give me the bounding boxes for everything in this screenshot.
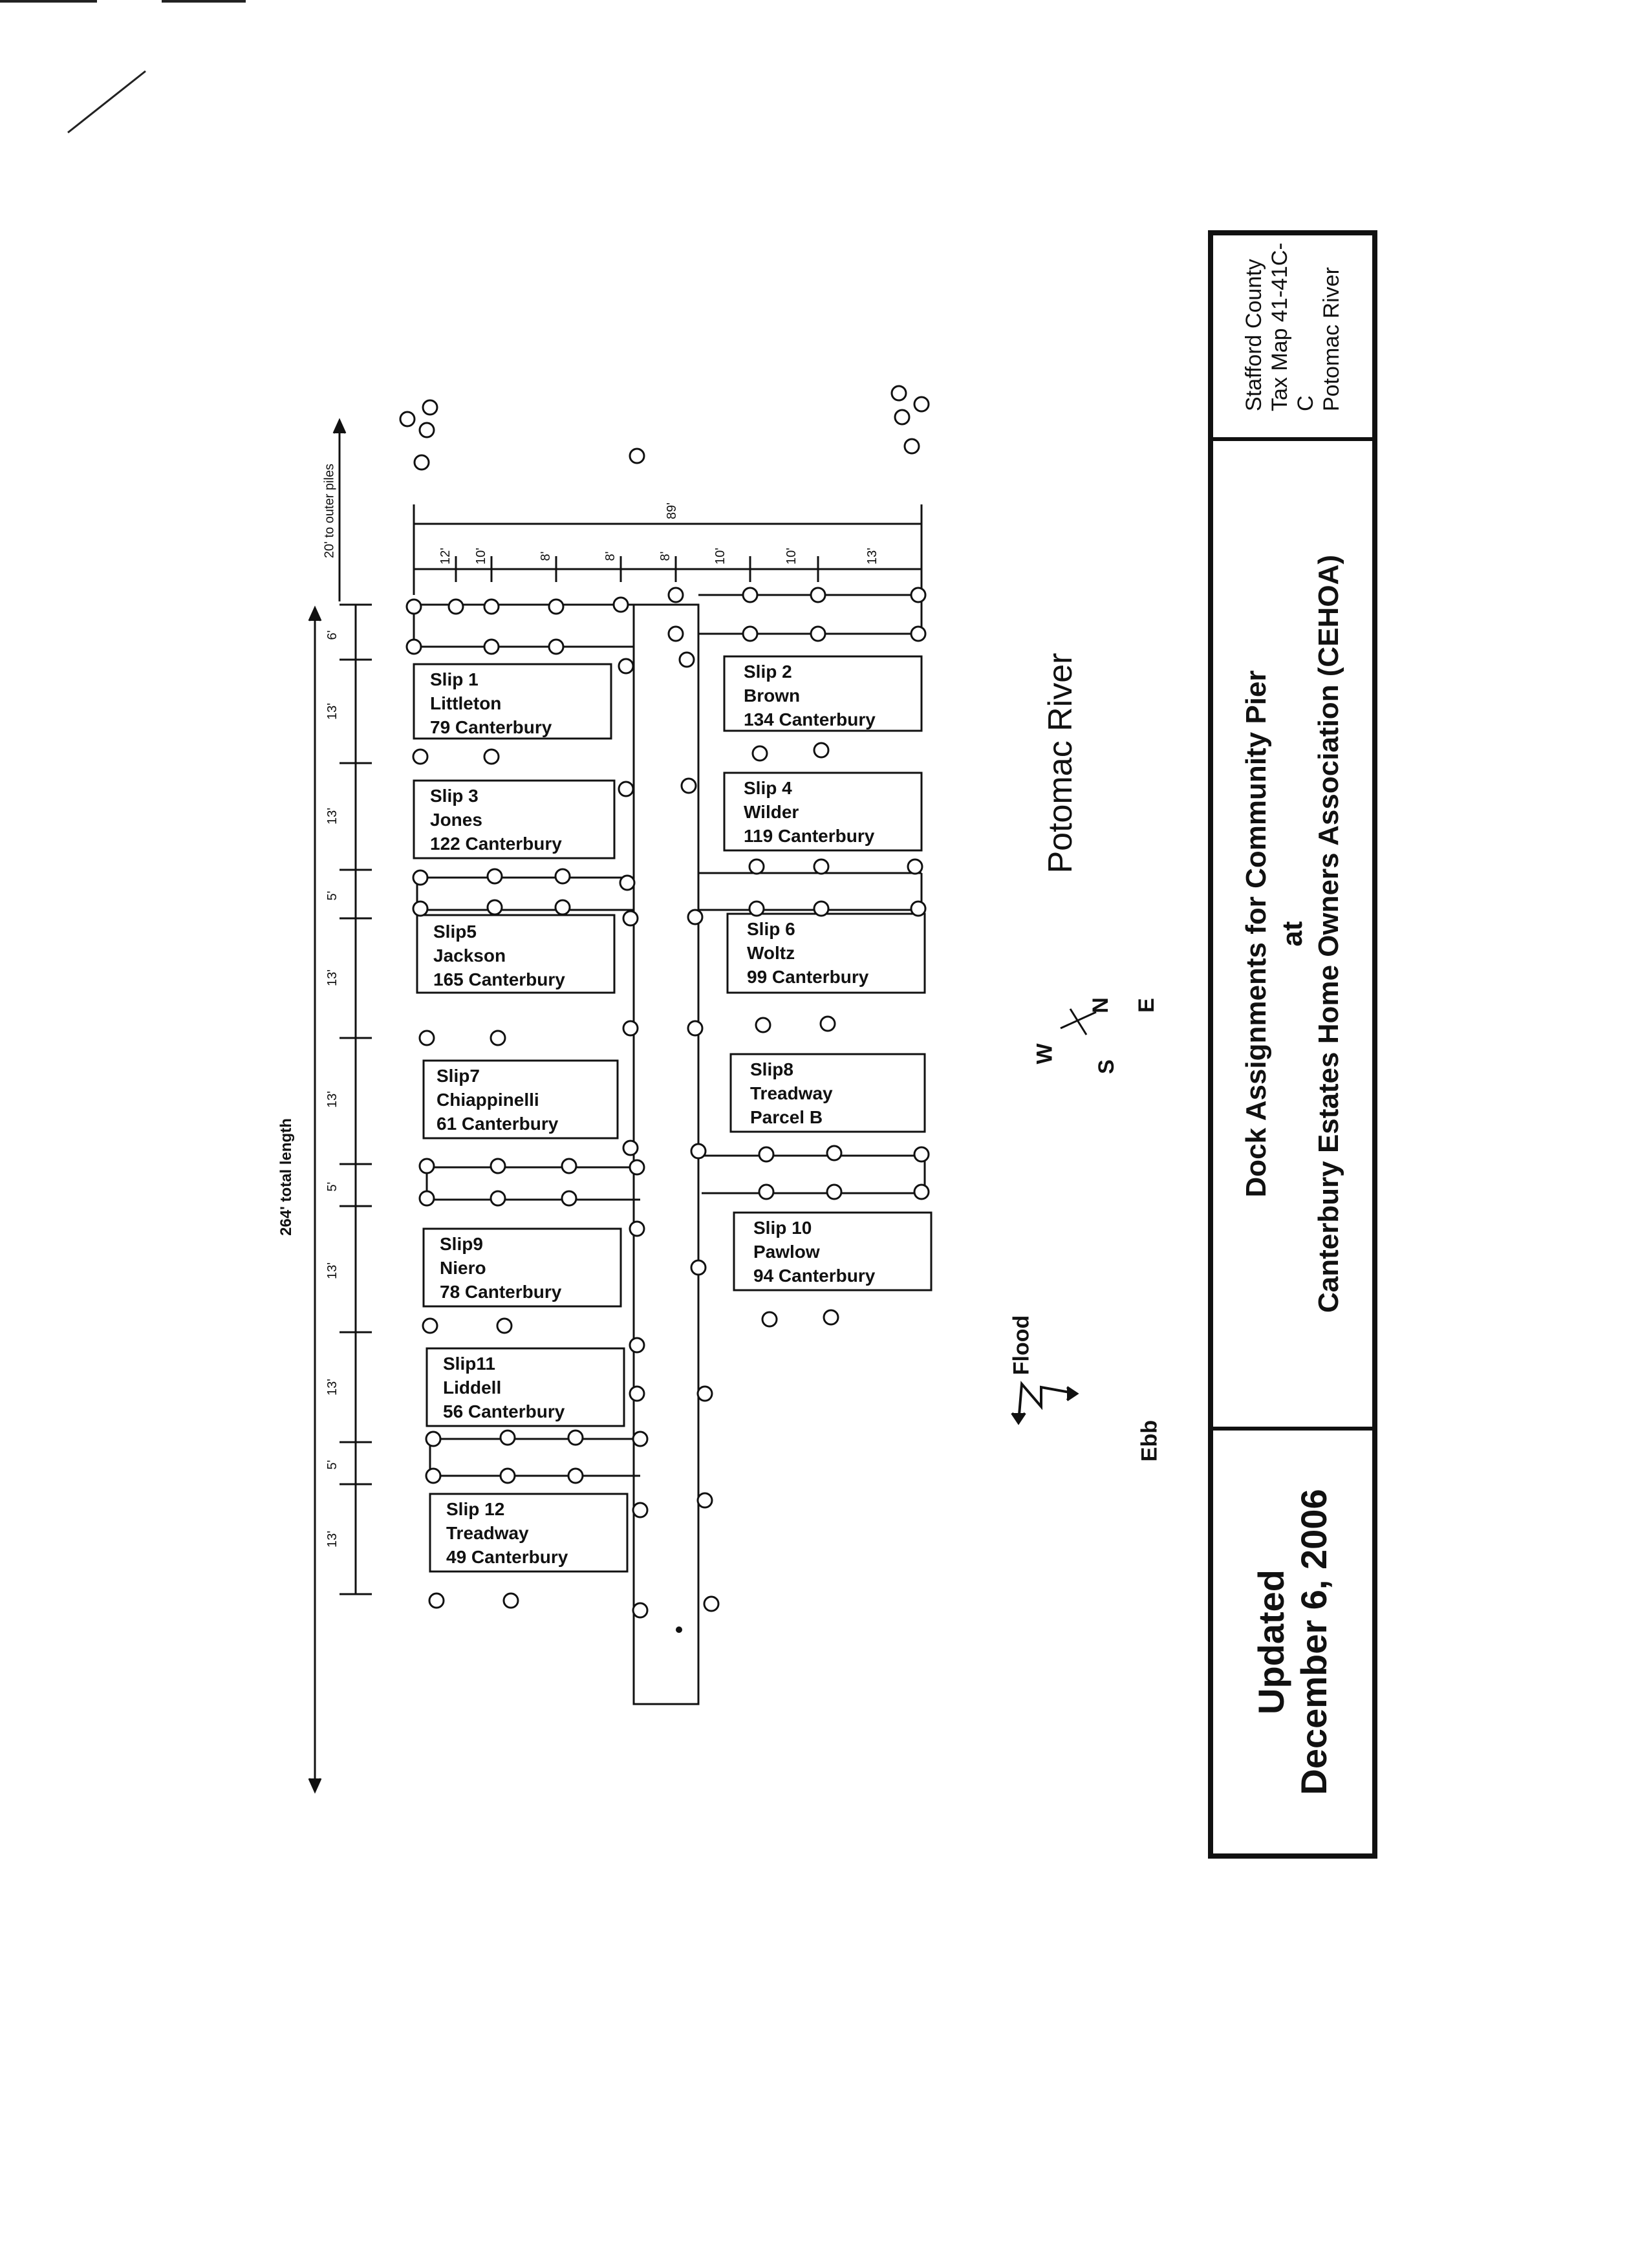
dim-label: 5': [325, 891, 339, 901]
title-block: [1208, 230, 1377, 1859]
slip-label: Slip11: [443, 1354, 495, 1374]
dim-label: 5': [325, 1182, 339, 1192]
slip-address: Parcel B: [750, 1107, 823, 1127]
main-title: Dock Assignments for Community Pier: [1240, 670, 1272, 1198]
dim-label: 6': [325, 630, 339, 640]
flood-label: Flood: [1009, 1315, 1034, 1376]
slip-owner: Wilder: [744, 802, 799, 822]
slip-label: Slip7: [436, 1066, 480, 1086]
dim-label: 8': [603, 551, 618, 561]
slip-owner: Jones: [430, 810, 482, 830]
dim-label: 10': [713, 547, 727, 565]
slip-owner: Treadway: [446, 1523, 529, 1543]
association-name: Canterbury Estates Home Owners Association (CEHOA): [1313, 555, 1344, 1313]
dim-label: 13': [325, 969, 339, 987]
updated-date: December 6, 2006: [1293, 1489, 1334, 1795]
dim-total: 89': [665, 502, 679, 520]
title-block-location: [1213, 235, 1372, 437]
tide-arrow-icon: [1012, 1384, 1077, 1423]
slip-address: 94 Canterbury: [753, 1266, 876, 1286]
dim-label: 13': [325, 702, 339, 720]
dim-label: 10': [784, 547, 799, 565]
county: Stafford County: [1242, 259, 1266, 411]
dim-label: 13': [865, 547, 879, 565]
title-block-updated: [1213, 1427, 1372, 1853]
ebb-label: Ebb: [1137, 1420, 1162, 1462]
slip-address: 56 Canterbury: [443, 1401, 565, 1421]
outer-piles-label: 20' to outer piles: [322, 463, 337, 559]
slip-address: 122 Canterbury: [430, 834, 562, 854]
slip-label: Slip 3: [430, 786, 479, 806]
slip-address: 61 Canterbury: [436, 1114, 559, 1134]
slip-label: Slip 4: [744, 778, 792, 798]
compass-w: W: [1032, 1043, 1057, 1064]
slip-address: 165 Canterbury: [433, 969, 565, 989]
dim-label: 13': [325, 1378, 339, 1396]
slip-owner: Chiappinelli: [436, 1090, 539, 1110]
river-name: Potomac River: [1319, 267, 1344, 411]
slip-owner: Pawlow: [753, 1242, 820, 1262]
slip-label: Slip 10: [753, 1218, 812, 1238]
slip-label: Slip5: [433, 922, 477, 942]
dim-label: 13': [325, 1530, 339, 1548]
title-block-main: [1213, 437, 1372, 1427]
pier-dot: [676, 1626, 682, 1633]
compass-s: S: [1094, 1059, 1119, 1074]
slip-owner: Brown: [744, 686, 801, 706]
dim-label: 8': [658, 551, 673, 561]
at-label: at: [1277, 921, 1308, 947]
slip-owner: Liddell: [443, 1377, 502, 1398]
slip-owner: Littleton: [430, 693, 502, 713]
slip-address: 49 Canterbury: [446, 1547, 568, 1567]
main-walkway: [634, 605, 698, 1704]
dim-label: 13': [325, 1262, 339, 1280]
slip-label: Slip 2: [744, 662, 792, 682]
slip-label: Slip 1: [430, 669, 479, 689]
dim-label: 13': [325, 807, 339, 825]
slip-owner: Niero: [440, 1258, 486, 1278]
slip-address: 134 Canterbury: [744, 709, 876, 729]
tax-map: Tax Map 41-41C-C: [1267, 243, 1318, 411]
dim-label: 13': [325, 1090, 339, 1108]
slip-label: Slip8: [750, 1059, 793, 1079]
dim-label: 8': [539, 551, 553, 561]
slip-label: Slip 6: [747, 919, 795, 939]
slip-address: 119 Canterbury: [744, 826, 875, 846]
dim-label: 12': [438, 547, 453, 565]
slip-owner: Woltz: [747, 943, 795, 963]
slip-label: Slip9: [440, 1234, 483, 1254]
dim-label: 5': [325, 1460, 339, 1470]
dimension-lines: [309, 420, 921, 1791]
slip-label: Slip 12: [446, 1499, 505, 1519]
slip-address: 79 Canterbury: [430, 717, 552, 737]
slip-owner: Treadway: [750, 1083, 833, 1103]
compass-e: E: [1134, 998, 1159, 1013]
river-label: Potomac River: [1042, 653, 1079, 874]
pile-group: [400, 386, 929, 1617]
total-length-label: 264' total length: [277, 1118, 295, 1236]
slip-address: 99 Canterbury: [747, 967, 869, 987]
compass-n: N: [1088, 997, 1113, 1013]
slip-owner: Jackson: [433, 945, 506, 966]
updated-label: Updated: [1251, 1570, 1291, 1714]
slip-address: 78 Canterbury: [440, 1282, 562, 1302]
dim-label: 10': [474, 547, 488, 565]
